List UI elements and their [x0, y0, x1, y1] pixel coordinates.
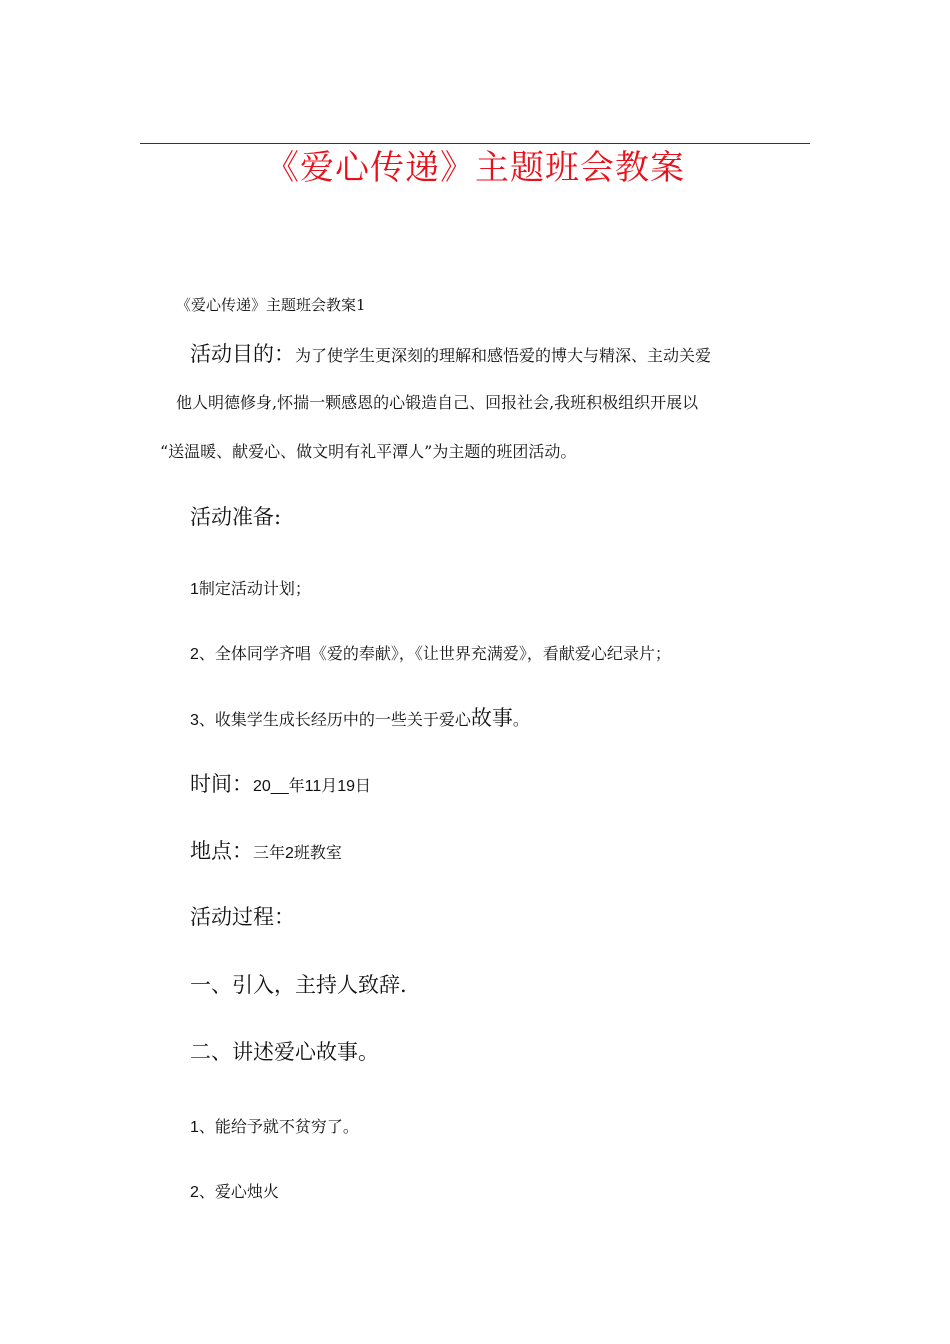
preparation-heading: 活动准备: [190, 505, 282, 529]
story-item-1-text: 、能给予就不贫穷了。 [198, 1117, 359, 1136]
story-item-1-num: 1 [190, 1119, 199, 1136]
preparation-item-2 [190, 642, 671, 667]
preparation-item-2-text: 、全体同学齐唱《爱的奉献》，《让世界充满爱》，看献爱心纪录片； [198, 644, 671, 663]
purpose-line-2: 他人明德修身,怀揣一颗感恩的心锻造自己、回报社会,我班积极组织开展以 [176, 393, 699, 412]
document-subtitle: 《爱心传递》主题班会教案1 [176, 296, 366, 314]
story-item-2-num: 2 [190, 1184, 199, 1201]
preparation-item-1 [190, 577, 311, 602]
place-line [190, 839, 342, 866]
time-nian: 年 [288, 776, 305, 795]
place-pre: 三年 [253, 843, 286, 862]
purpose-text-1: 为了使学生更深刻的理解和感悟爱的博大与精深、主动关爱 [295, 346, 712, 365]
time-label: 时间： [190, 772, 253, 796]
top-rule [140, 143, 810, 144]
preparation-item-1-num: 1 [190, 581, 199, 598]
preparation-item-3-num: 3 [190, 712, 199, 729]
purpose-line-1 [190, 342, 711, 368]
preparation-item-1-text: 制定活动计划； [198, 579, 311, 598]
process-step-1: 一、引入，主持人致辞. [190, 973, 407, 997]
story-item-2 [190, 1180, 279, 1205]
time-blank: __ [270, 778, 289, 795]
purpose-line-3: “送温暖、献爱心、做文明有礼平潭人”为主题的班团活动。 [160, 442, 577, 461]
place-post: 班教室 [293, 843, 342, 862]
process-step-2: 二、讲述爱心故事。 [190, 1040, 379, 1064]
preparation-item-3-end: 。 [512, 710, 529, 729]
place-label: 地点： [190, 839, 253, 863]
process-heading: 活动过程： [190, 905, 295, 929]
document-title: 《爱心传递》主题班会教案 [265, 148, 685, 188]
preparation-item-2-num: 2 [190, 646, 199, 663]
time-ri: 日 [355, 776, 372, 795]
preparation-item-3-tail: 故事 [470, 706, 513, 730]
story-item-2-text: 、爱心烛火 [198, 1182, 279, 1201]
purpose-label: 活动目的： [190, 342, 295, 366]
place-num: 2 [285, 845, 294, 862]
story-item-1 [190, 1115, 359, 1140]
preparation-item-3-text: 、收集学生成长经历中的一些关于爱心 [198, 710, 471, 729]
time-day: 19 [337, 778, 356, 795]
time-yue: 月 [321, 776, 338, 795]
time-month: 11 [304, 778, 322, 795]
time-line [190, 772, 371, 799]
preparation-item-3 [190, 706, 529, 733]
time-year: 20 [253, 778, 271, 795]
